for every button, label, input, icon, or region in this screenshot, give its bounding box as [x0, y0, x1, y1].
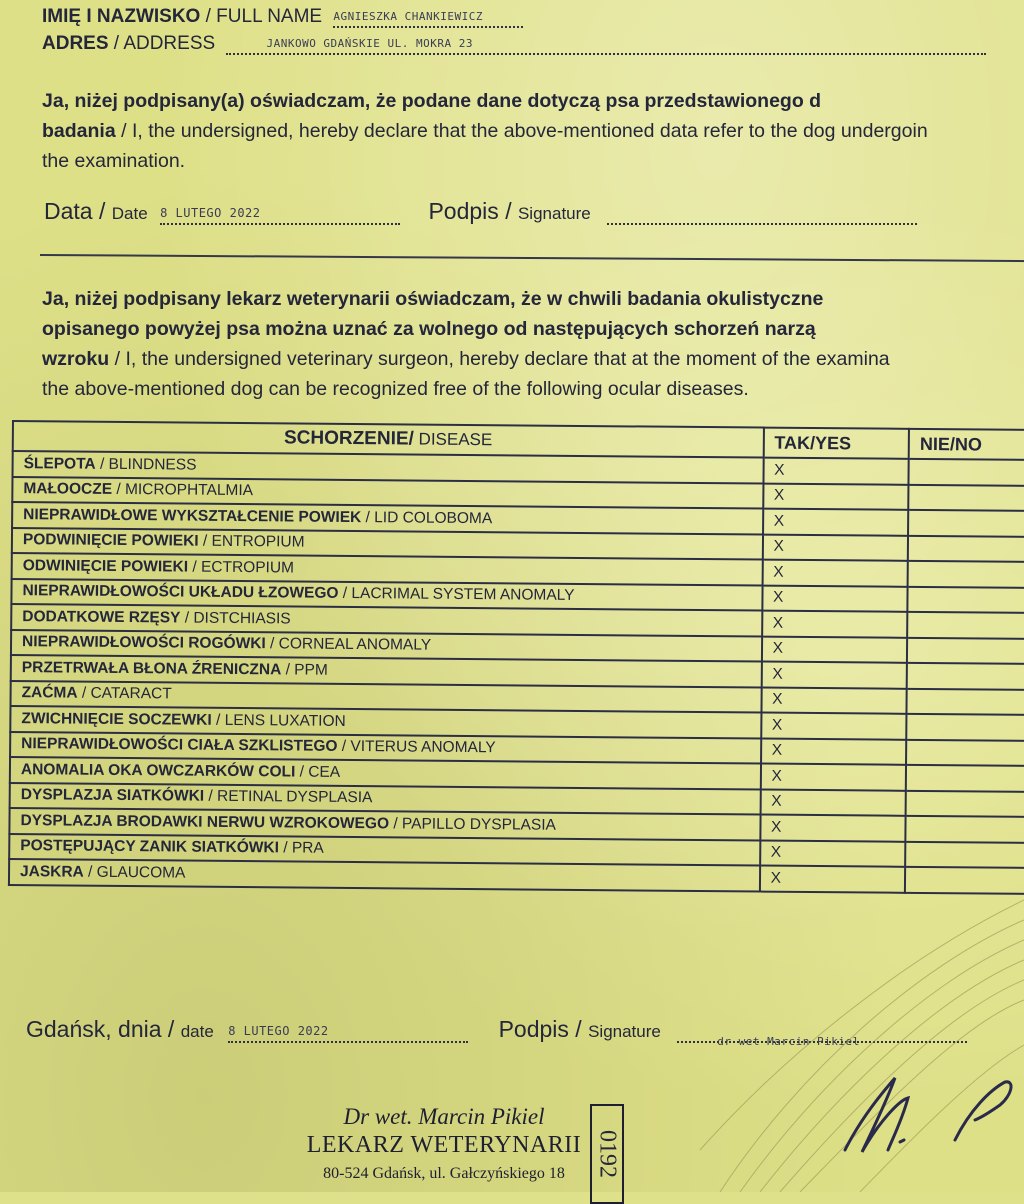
disease-name-pl: MAŁOOCZE	[23, 480, 113, 499]
disease-name-cell: ODWINIĘCIE POWIEKI / ECTROPIUM	[12, 553, 763, 585]
stamp-name: Dr wet. Marcin Pikiel	[343, 1104, 545, 1129]
owner-date-label-en: Date	[111, 204, 148, 223]
disease-name-en: RETINAL DYSPLASIA	[216, 788, 373, 807]
no-mark-cell	[906, 765, 1024, 792]
yes-mark-cell: X	[761, 662, 907, 689]
disease-name-pl: ZWICHNIĘCIE SOCZEWKI	[21, 709, 212, 729]
no-mark-cell	[905, 867, 1024, 894]
disease-name-pl: ŚLEPOTA	[23, 454, 96, 473]
vet-signature-label-pl: Podpis	[498, 1016, 569, 1042]
vet-signature-value: dr wet Marcin Pikiel	[717, 1035, 860, 1048]
disease-name-en: ECTROPIUM	[200, 558, 295, 577]
address-label-en: ADDRESS	[123, 33, 216, 54]
disease-name-cell: ANOMALIA OKA OWCZARKÓW COLI / CEA	[10, 757, 761, 789]
disease-name-cell: MAŁOOCZE / MICROPHTALMIA	[12, 477, 763, 509]
no-mark-cell	[908, 484, 1024, 511]
owner-signature-field	[607, 223, 917, 225]
disease-name-cell: PRZETRWAŁA BŁONA ŹRENICZNA / PPM	[11, 655, 762, 687]
disease-name-en: CORNEAL ANOMALY	[278, 635, 432, 654]
owner-decl-line3: the examination.	[42, 150, 186, 172]
disease-name-cell: ŚLEPOTA / BLINDNESS	[13, 451, 764, 483]
disease-name-cell: NIEPRAWIDŁOWE WYKSZTAŁCENIE POWIEK / LID COLOBOMA	[12, 502, 763, 534]
yes-mark-cell: X	[760, 866, 906, 893]
disease-name-cell: ZWICHNIĘCIE SOCZEWKI / LENS LUXATION	[10, 706, 761, 738]
disease-name-en: LENS LUXATION	[224, 711, 346, 730]
stamp-number-box	[590, 1104, 624, 1204]
yes-mark-cell: X	[762, 611, 908, 638]
no-mark-cell	[906, 714, 1024, 741]
vet-place-label: Gdańsk, dnia	[26, 1016, 162, 1042]
owner-decl-line2: / I, the undersigned, hereby declare that the above-mentioned data refer to the dog undergoin	[115, 120, 928, 142]
yes-mark-cell: X	[761, 713, 907, 740]
vet-declaration	[42, 284, 890, 404]
vet-decl-line3-bold: wzroku	[42, 348, 110, 370]
owner-decl-line1: Ja, niżej podpisany(a) oświadczam, że podane dane dotyczą psa przedstawionego d	[42, 90, 822, 112]
no-mark-cell	[907, 663, 1024, 690]
yes-mark-cell: X	[763, 483, 909, 510]
disease-name-cell: ZAĆMA / CATARACT	[11, 680, 762, 712]
disease-name-cell: DYSPLAZJA BRODAWKI NERWU WZROKOWEGO / PAPILLO DYSPLASIA	[9, 808, 760, 840]
disease-column-header: SCHORZENIE/ DISEASE	[13, 421, 764, 458]
vet-signature-label-en: Signature	[588, 1022, 661, 1041]
disease-name-cell: DODATKOWE RZĘSY / DISTCHIASIS	[11, 604, 762, 636]
disease-name-en: MICROPHTALMIA	[124, 481, 254, 500]
yes-mark-cell: X	[761, 687, 907, 714]
yes-mark-cell: X	[762, 636, 908, 663]
disease-name-pl: POSTĘPUJĄCY ZANIK SIATKÓWKI	[20, 837, 280, 857]
disease-name-pl: PRZETRWAŁA BŁONA ŹRENICZNA	[21, 658, 282, 679]
vet-decl-line2: opisanego powyżej psa można uznać za wolnego od następujących schorzeń narzą	[42, 318, 816, 340]
disease-name-pl: ODWINIĘCIE POWIEKI	[22, 556, 189, 576]
disease-name-pl: NIEPRAWIDŁOWOŚCI CIAŁA SZKLISTEGO	[21, 735, 338, 756]
disease-name-en: PRA	[291, 839, 324, 857]
yes-mark-cell: X	[763, 509, 909, 536]
yes-mark-cell: X	[760, 815, 906, 842]
no-mark-cell	[906, 790, 1024, 817]
disease-name-en: CATARACT	[90, 684, 172, 703]
disease-name-en: BLINDNESS	[108, 455, 197, 474]
name-label-en: FULL NAME	[216, 6, 323, 27]
disease-name-cell: JASKRA / GLAUCOMA	[9, 859, 760, 891]
no-mark-cell	[905, 841, 1024, 868]
disease-name-en: GLAUCOMA	[96, 863, 186, 882]
disease-name-pl: DODATKOWE RZĘSY	[22, 607, 181, 627]
no-mark-cell	[908, 510, 1024, 537]
owner-date-value: 8 LUTEGO 2022	[160, 206, 261, 220]
disease-name-en: CEA	[308, 763, 341, 781]
address-label-pl: ADRES	[42, 33, 109, 54]
disease-name-cell: NIEPRAWIDŁOWOŚCI UKŁADU ŁZOWEGO / LACRIMAL SYSTEM ANOMALY	[11, 579, 762, 611]
no-mark-cell	[907, 586, 1024, 613]
disease-name-pl: JASKRA	[19, 862, 84, 881]
disease-name-pl: ZAĆMA	[21, 684, 78, 702]
yes-mark-cell: X	[760, 789, 906, 816]
disease-table	[8, 420, 1024, 895]
no-mark-cell	[909, 459, 1024, 486]
yes-mark-cell: X	[763, 458, 909, 485]
vet-decl-line3: / I, the undersigned veterinary surgeon, hereby declare that at the moment of the examina	[109, 348, 890, 370]
disease-name-pl: ANOMALIA OKA OWCZARKÓW COLI	[20, 760, 296, 781]
yes-mark-cell: X	[762, 585, 908, 612]
owner-decl-line2-bold: badania	[42, 120, 116, 142]
disease-name-cell: POSTĘPUJĄCY ZANIK SIATKÓWKI / PRA	[9, 833, 760, 865]
owner-address-line: ADRES / ADDRESS JANKOWO GDAŃSKIE UL. MOKRA 23	[42, 31, 986, 55]
disease-name-pl: NIEPRAWIDŁOWE WYKSZTAŁCENIE POWIEK	[23, 505, 362, 526]
vet-decl-line1: Ja, niżej podpisany lekarz weterynarii oświadczam, że w chwili badania okulistyczne	[42, 288, 824, 310]
disease-name-cell: NIEPRAWIDŁOWOŚCI ROGÓWKI / CORNEAL ANOMALY	[11, 630, 762, 662]
disease-name-en: VITERUS ANOMALY	[350, 738, 496, 757]
disease-name-pl: DYSPLAZJA BRODAWKI NERWU WZROKOWEGO	[20, 811, 390, 833]
owner-signature-label-pl: Podpis	[428, 198, 499, 224]
disease-name-en: ENTROPIUM	[211, 532, 305, 551]
owner-name-line: IMIĘ I NAZWISKO / FULL NAME AGNIESZKA CHANKIEWICZ	[42, 4, 523, 28]
no-mark-cell	[907, 637, 1024, 664]
disease-name-en: PPM	[294, 661, 328, 679]
yes-mark-cell: X	[762, 560, 908, 587]
disease-name-en: DISTCHIASIS	[193, 609, 291, 628]
vet-date-label-en: date	[180, 1022, 214, 1041]
no-mark-cell	[907, 612, 1024, 639]
stamp-title: LEKARZ WETERYNARII	[306, 1132, 582, 1158]
vet-sign-line: Gdańsk, dnia / date 8 LUTEGO 2022 Podpis / Signature dr wet Marcin Pikiel	[26, 1014, 967, 1043]
disease-name-pl: PODWINIĘCIE POWIEKI	[22, 531, 199, 550]
owner-address-value: JANKOWO GDAŃSKIE UL. MOKRA 23	[266, 37, 474, 50]
disease-name-cell: DYSPLAZJA SIATKÓWKI / RETINAL DYSPLASIA	[10, 782, 761, 814]
yes-mark-cell: X	[760, 764, 906, 791]
no-mark-cell	[907, 688, 1024, 715]
disease-name-cell: PODWINIĘCIE POWIEKI / ENTROPIUM	[12, 528, 763, 560]
disease-name-en: LID COLOBOMA	[374, 508, 493, 527]
no-column-header: NIE/NO	[909, 429, 1024, 460]
stamp-address: 80-524 Gdańsk, ul. Gałczyńskiego 18	[323, 1165, 565, 1182]
stamp-number: 0192	[594, 1130, 621, 1178]
yes-mark-cell: X	[760, 840, 906, 867]
yes-mark-cell: X	[761, 738, 907, 765]
disease-name-en: LACRIMAL SYSTEM ANOMALY	[351, 585, 575, 605]
owner-sign-line: Data / Date 8 LUTEGO 2022 Podpis / Signature	[44, 196, 917, 225]
owner-signature-label-en: Signature	[517, 204, 591, 223]
disease-table-body	[9, 451, 1024, 894]
vet-stamp	[306, 1104, 582, 1183]
vet-decl-line4: the above-mentioned dog can be recognized free of the following ocular diseases.	[42, 378, 749, 400]
owner-name-value: AGNIESZKA CHANKIEWICZ	[333, 10, 483, 23]
no-mark-cell	[905, 816, 1024, 843]
disease-name-pl: NIEPRAWIDŁOWOŚCI UKŁADU ŁZOWEGO	[22, 582, 339, 603]
yes-column-header: TAK/YES	[763, 428, 909, 459]
no-mark-cell	[906, 739, 1024, 766]
disease-name-pl: NIEPRAWIDŁOWOŚCI ROGÓWKI	[21, 633, 266, 653]
disease-name-pl: DYSPLAZJA SIATKÓWKI	[20, 786, 205, 805]
owner-declaration	[42, 86, 928, 176]
disease-name-cell: NIEPRAWIDŁOWOŚCI CIAŁA SZKLISTEGO / VITERUS ANOMALY	[10, 731, 761, 763]
owner-date-label-pl: Data	[44, 198, 93, 224]
yes-mark-cell: X	[762, 534, 908, 561]
name-label-pl: IMIĘ I NAZWISKO	[42, 6, 201, 27]
vet-date-value: 8 LUTEGO 2022	[228, 1024, 329, 1038]
disease-name-en: PAPILLO DYSPLASIA	[401, 815, 556, 834]
no-mark-cell	[908, 535, 1024, 562]
no-mark-cell	[908, 561, 1024, 588]
